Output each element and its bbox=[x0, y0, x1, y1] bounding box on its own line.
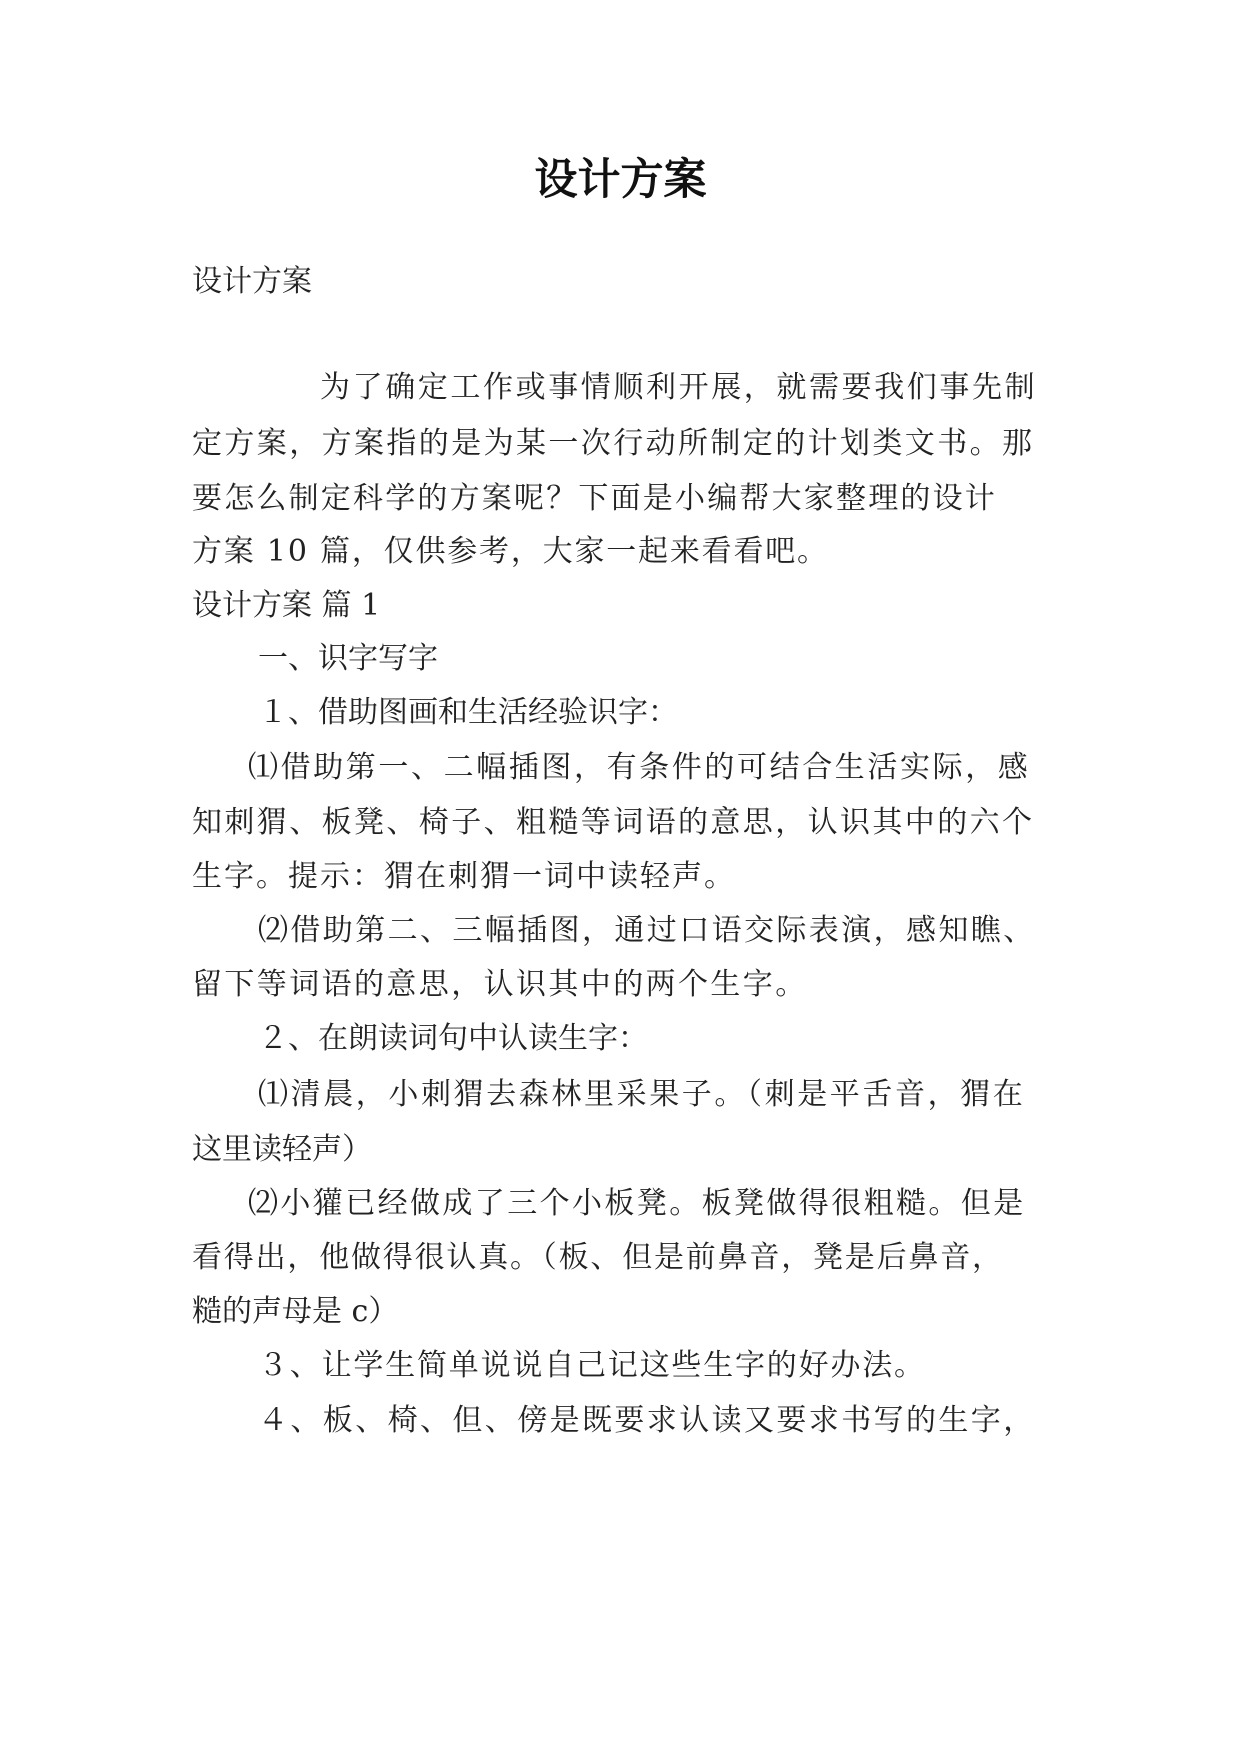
heading-1: 一、识字写字 bbox=[258, 641, 438, 676]
section-heading: 设计方案 篇 1 bbox=[192, 588, 381, 623]
paragraph-line: ⑵借助第二、三幅插图，通过口语交际表演，感知瞧、 bbox=[258, 913, 1036, 948]
document-title: 设计方案 bbox=[534, 155, 707, 205]
paragraph-line: 糙的声母是 c） bbox=[192, 1294, 399, 1329]
item-2-heading: ２、在朗读词句中认读生字： bbox=[258, 1021, 648, 1056]
paragraph-line: 留下等词语的意思，认识其中的两个生字。 bbox=[192, 967, 808, 1002]
paragraph-line: ３、让学生简单说说自己记这些生字的好办法。 bbox=[258, 1348, 926, 1383]
subtitle: 设计方案 bbox=[192, 264, 312, 299]
paragraph-line: 生字。提示：猬在刺猬一词中读轻声。 bbox=[192, 859, 736, 894]
paragraph-line: ⑴清晨，小刺猬去森林里采果子。（刺是平舌音，猬在 bbox=[258, 1077, 1026, 1112]
intro-line: 定方案，方案指的是为某一次行动所制定的计划类文书。那 bbox=[192, 426, 1035, 461]
paragraph-line: ⑵小獾已经做成了三个小板凳。板凳做得很粗糙。但是 bbox=[248, 1186, 1026, 1221]
intro-line: 为了确定工作或事情顺利开展，就需要我们事先制 bbox=[320, 370, 1038, 405]
item-1-heading: １、借助图画和生活经验识字： bbox=[258, 695, 678, 730]
paragraph-line: 这里读轻声） bbox=[192, 1132, 372, 1167]
intro-line: 方案 10 篇，仅供参考，大家一起来看看吧。 bbox=[192, 534, 829, 569]
intro-line: 要怎么制定科学的方案呢？下面是小编帮大家整理的设计 bbox=[192, 481, 997, 516]
paragraph-line: 知刺猬、板凳、椅子、粗糙等词语的意思，认识其中的六个 bbox=[192, 805, 1035, 840]
paragraph-line: ⑴借助第一、二幅插图，有条件的可结合生活实际，感 bbox=[248, 750, 1031, 785]
paragraph-line: ４、板、椅、但、傍是既要求认读又要求书写的生字， bbox=[258, 1403, 1036, 1438]
paragraph-line: 看得出，他做得很认真。（板、但是前鼻音，凳是后鼻音， bbox=[192, 1240, 1004, 1275]
